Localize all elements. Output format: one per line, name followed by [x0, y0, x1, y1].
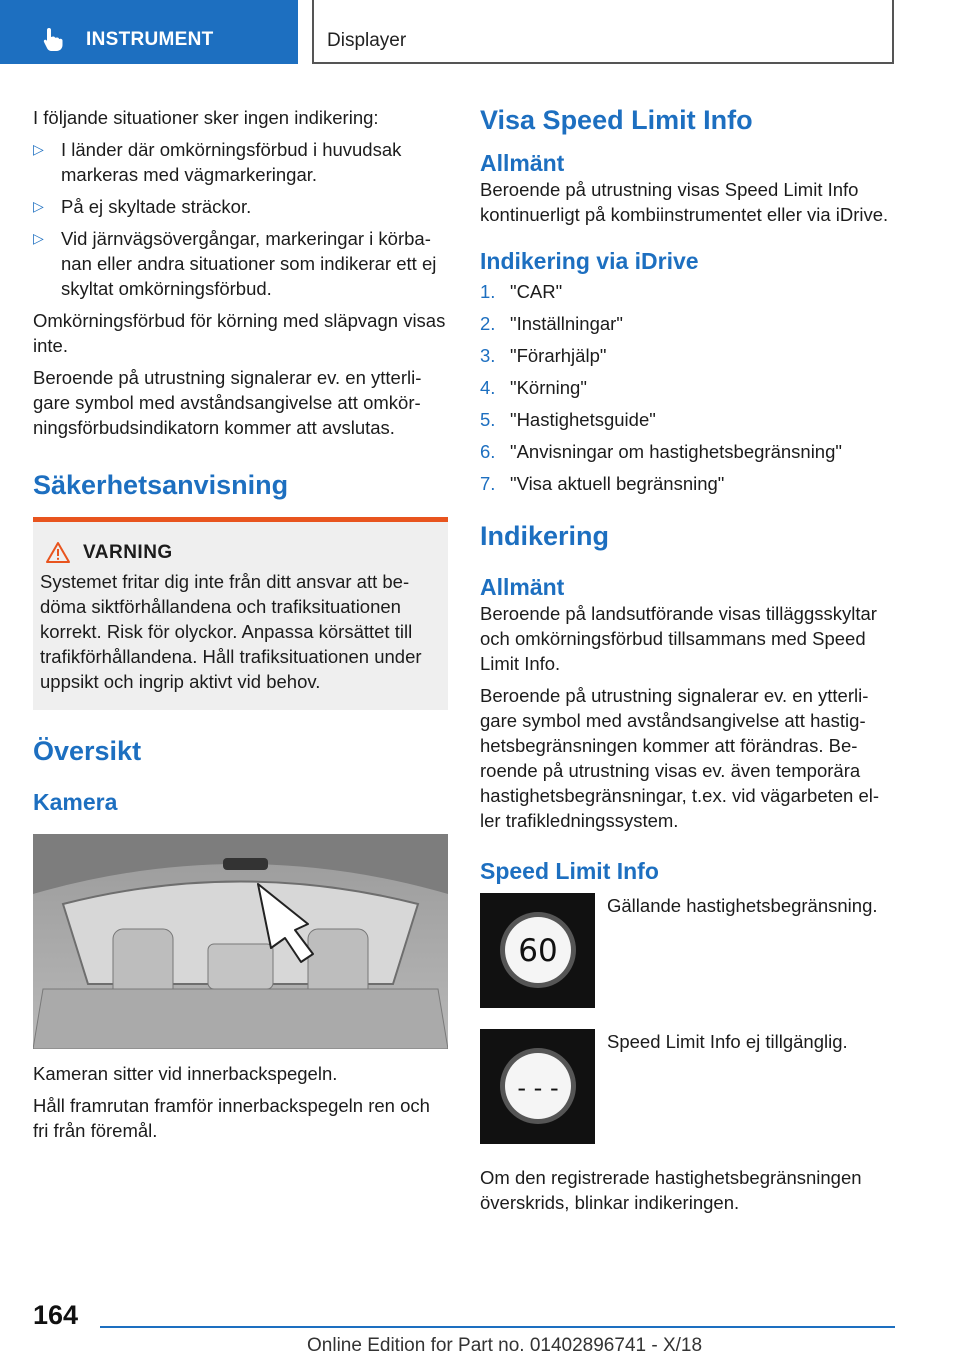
safety-heading: Säkerhetsanvisning	[33, 470, 289, 500]
svg-text:- - -: - - -	[517, 1074, 559, 1102]
overview-heading: Översikt	[33, 736, 142, 766]
intro-text: I följande situationer sker ingen indikering:	[33, 107, 379, 128]
speed-limit-current-text: Gällande hastighetsbegränsning.	[607, 895, 878, 916]
warning-header	[40, 540, 440, 565]
camera-caption-2: Håll framrutan framför innerbackspegeln ren och fri från föremål.	[33, 1095, 430, 1141]
symbol-text: Beroende på utrustning signalerar ev. en ytterligare symbol med avståndsangivelse att omkörningsförbudsindikatorn kommer att avslutas.	[33, 367, 422, 438]
general-text: Beroende på utrustning visas Speed Limit Info kontinuerligt på kombiinstrumentet eller via iDrive.	[480, 179, 889, 225]
edition-text: Online Edition for Part no. 01402896741 - X/18	[307, 1335, 703, 1356]
situation-list	[33, 137, 448, 301]
triangle-bullet-icon: ▷	[33, 230, 44, 246]
speed-limit-info-heading: Speed Limit Info	[480, 858, 659, 884]
list-item: 7. "Visa aktuell begränsning"	[480, 473, 725, 494]
warning-box	[33, 517, 448, 710]
left-column	[33, 105, 448, 1150]
page-number: 164	[33, 1300, 79, 1330]
speed-limit-unavailable-icon	[480, 1029, 595, 1144]
pointing-hand-icon	[40, 26, 66, 52]
general-heading: Allmänt	[480, 150, 565, 176]
warning-title: VARNING	[83, 542, 173, 563]
idrive-heading: Indikering via iDrive	[480, 248, 699, 274]
closing-text: Om den registrerade hastighetsbegränsningen överskrids, blinkar indikeringen.	[480, 1167, 862, 1213]
section-header	[312, 0, 894, 64]
camera-location-image	[33, 834, 448, 1049]
trailer-text: Omkörningsförbud för körning med släpvagn visas inte.	[33, 310, 446, 356]
speed-limit-title: Visa Speed Limit Info	[480, 105, 753, 135]
chapter-tab[interactable]	[0, 0, 298, 64]
list-item: ▷ Vid järnvägsövergångar, markeringar i körbanan eller andra situationer som indikerar ett ej skyltat omkörningsförbud.	[33, 228, 437, 299]
list-item: ▷ På ej skyltade sträckor.	[33, 196, 252, 217]
speed-limit-item-unavailable	[480, 1029, 890, 1145]
idrive-steps	[480, 279, 890, 503]
general2-text-2: Beroende på utrustning signalerar ev. en ytterligare symbol med avståndsangivelse att hastighetsbegränsningen kommer att förändras. Beroende på utrustning visas ev. även temporära hastighetsbegränsningar, t.ex. vid vägarbeten eller trafikledningssystem.	[480, 685, 880, 831]
chapter-label: INSTRUMENT	[86, 29, 214, 50]
section-label: Displayer	[327, 30, 407, 51]
camera-caption-1: Kameran sitter vid innerbackspegeln.	[33, 1063, 338, 1084]
list-item: 5. "Hastighetsguide"	[480, 409, 656, 430]
list-item: ▷ I länder där omkörningsförbud i huvudsak markeras med vägmarkeringar.	[33, 139, 402, 185]
svg-text:60: 60	[518, 933, 558, 969]
list-item: 1. "CAR"	[480, 281, 563, 302]
speed-limit-60-icon	[480, 893, 595, 1008]
triangle-bullet-icon: ▷	[33, 198, 44, 214]
footer-divider	[100, 1326, 895, 1328]
speed-limit-unavailable-text: Speed Limit Info ej tillgänglig.	[607, 1031, 848, 1052]
general2-heading: Allmänt	[480, 574, 565, 600]
warning-triangle-icon	[45, 541, 71, 564]
warning-text: Systemet fritar dig inte från ditt ansvar att bedöma siktförhållandena och trafiksituationen korrekt. Risk för olyckor. Anpassa körsättet till trafikförhållandena. Håll trafiksituationen under uppsikt och ingrip aktivt vid behov.	[40, 571, 422, 692]
list-item: 6. "Anvisningar om hastighetsbegränsning"	[480, 441, 842, 462]
speed-limit-item-current	[480, 893, 890, 1009]
list-item: 4. "Körning"	[480, 377, 587, 398]
general2-text-1: Beroende på landsutförande visas tilläggsskyltar och omkörningsförbud tillsammans med Speed Limit Info.	[480, 603, 877, 674]
display-heading: Indikering	[480, 521, 610, 551]
right-column	[480, 105, 890, 1222]
list-item: 3. "Förarhjälp"	[480, 345, 607, 366]
list-item: 2. "Inställningar"	[480, 313, 623, 334]
camera-heading: Kamera	[33, 789, 118, 815]
triangle-bullet-icon: ▷	[33, 141, 44, 157]
